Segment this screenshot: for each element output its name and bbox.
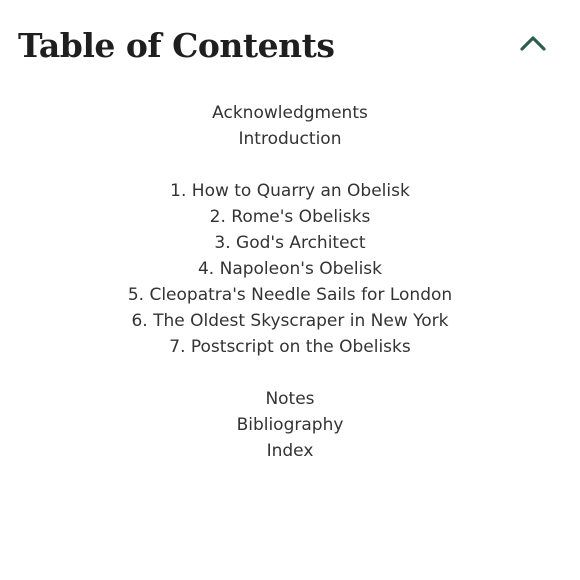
toc-front-matter	[0, 100, 580, 152]
toc-back-matter	[0, 386, 580, 464]
toc-link[interactable]: 2. Rome's Obelisks	[209, 207, 371, 227]
toc-header	[0, 0, 580, 96]
toc-link[interactable]: Introduction	[238, 129, 342, 149]
toc-item-bibliography[interactable]	[0, 412, 580, 438]
collapse-toc-button[interactable]	[512, 26, 554, 62]
toc-link[interactable]: 5. Cleopatra's Needle Sails for London	[127, 285, 453, 305]
toc-link[interactable]: 3. God's Architect	[214, 233, 366, 253]
toc-link[interactable]: Bibliography	[236, 415, 344, 435]
toc-item-chapter-2[interactable]	[0, 204, 580, 230]
toc-item-chapter-6[interactable]	[0, 308, 580, 334]
toc-item-chapter-5[interactable]	[0, 282, 580, 308]
toc-link[interactable]: Index	[266, 441, 314, 461]
toc-item-chapter-1[interactable]	[0, 178, 580, 204]
toc-link[interactable]: Acknowledgments	[212, 103, 368, 123]
toc-item-acknowledgments[interactable]	[0, 100, 580, 126]
toc-chapters	[0, 178, 580, 360]
page-title: Table of Contents	[18, 26, 335, 65]
toc-item-chapter-7[interactable]	[0, 334, 580, 360]
toc-link[interactable]: 6. The Oldest Skyscraper in New York	[131, 311, 449, 331]
chevron-up-icon	[512, 26, 554, 62]
toc-link[interactable]: 1. How to Quarry an Obelisk	[170, 181, 410, 201]
toc-item-notes[interactable]	[0, 386, 580, 412]
toc-link[interactable]: Notes	[265, 389, 315, 409]
toc-link[interactable]: 4. Napoleon's Obelisk	[197, 259, 383, 279]
toc-list	[0, 100, 580, 464]
toc-item-introduction[interactable]	[0, 126, 580, 152]
toc-item-chapter-4[interactable]	[0, 256, 580, 282]
toc-item-chapter-3[interactable]	[0, 230, 580, 256]
toc-item-index[interactable]	[0, 438, 580, 464]
toc-link[interactable]: 7. Postscript on the Obelisks	[169, 337, 411, 357]
